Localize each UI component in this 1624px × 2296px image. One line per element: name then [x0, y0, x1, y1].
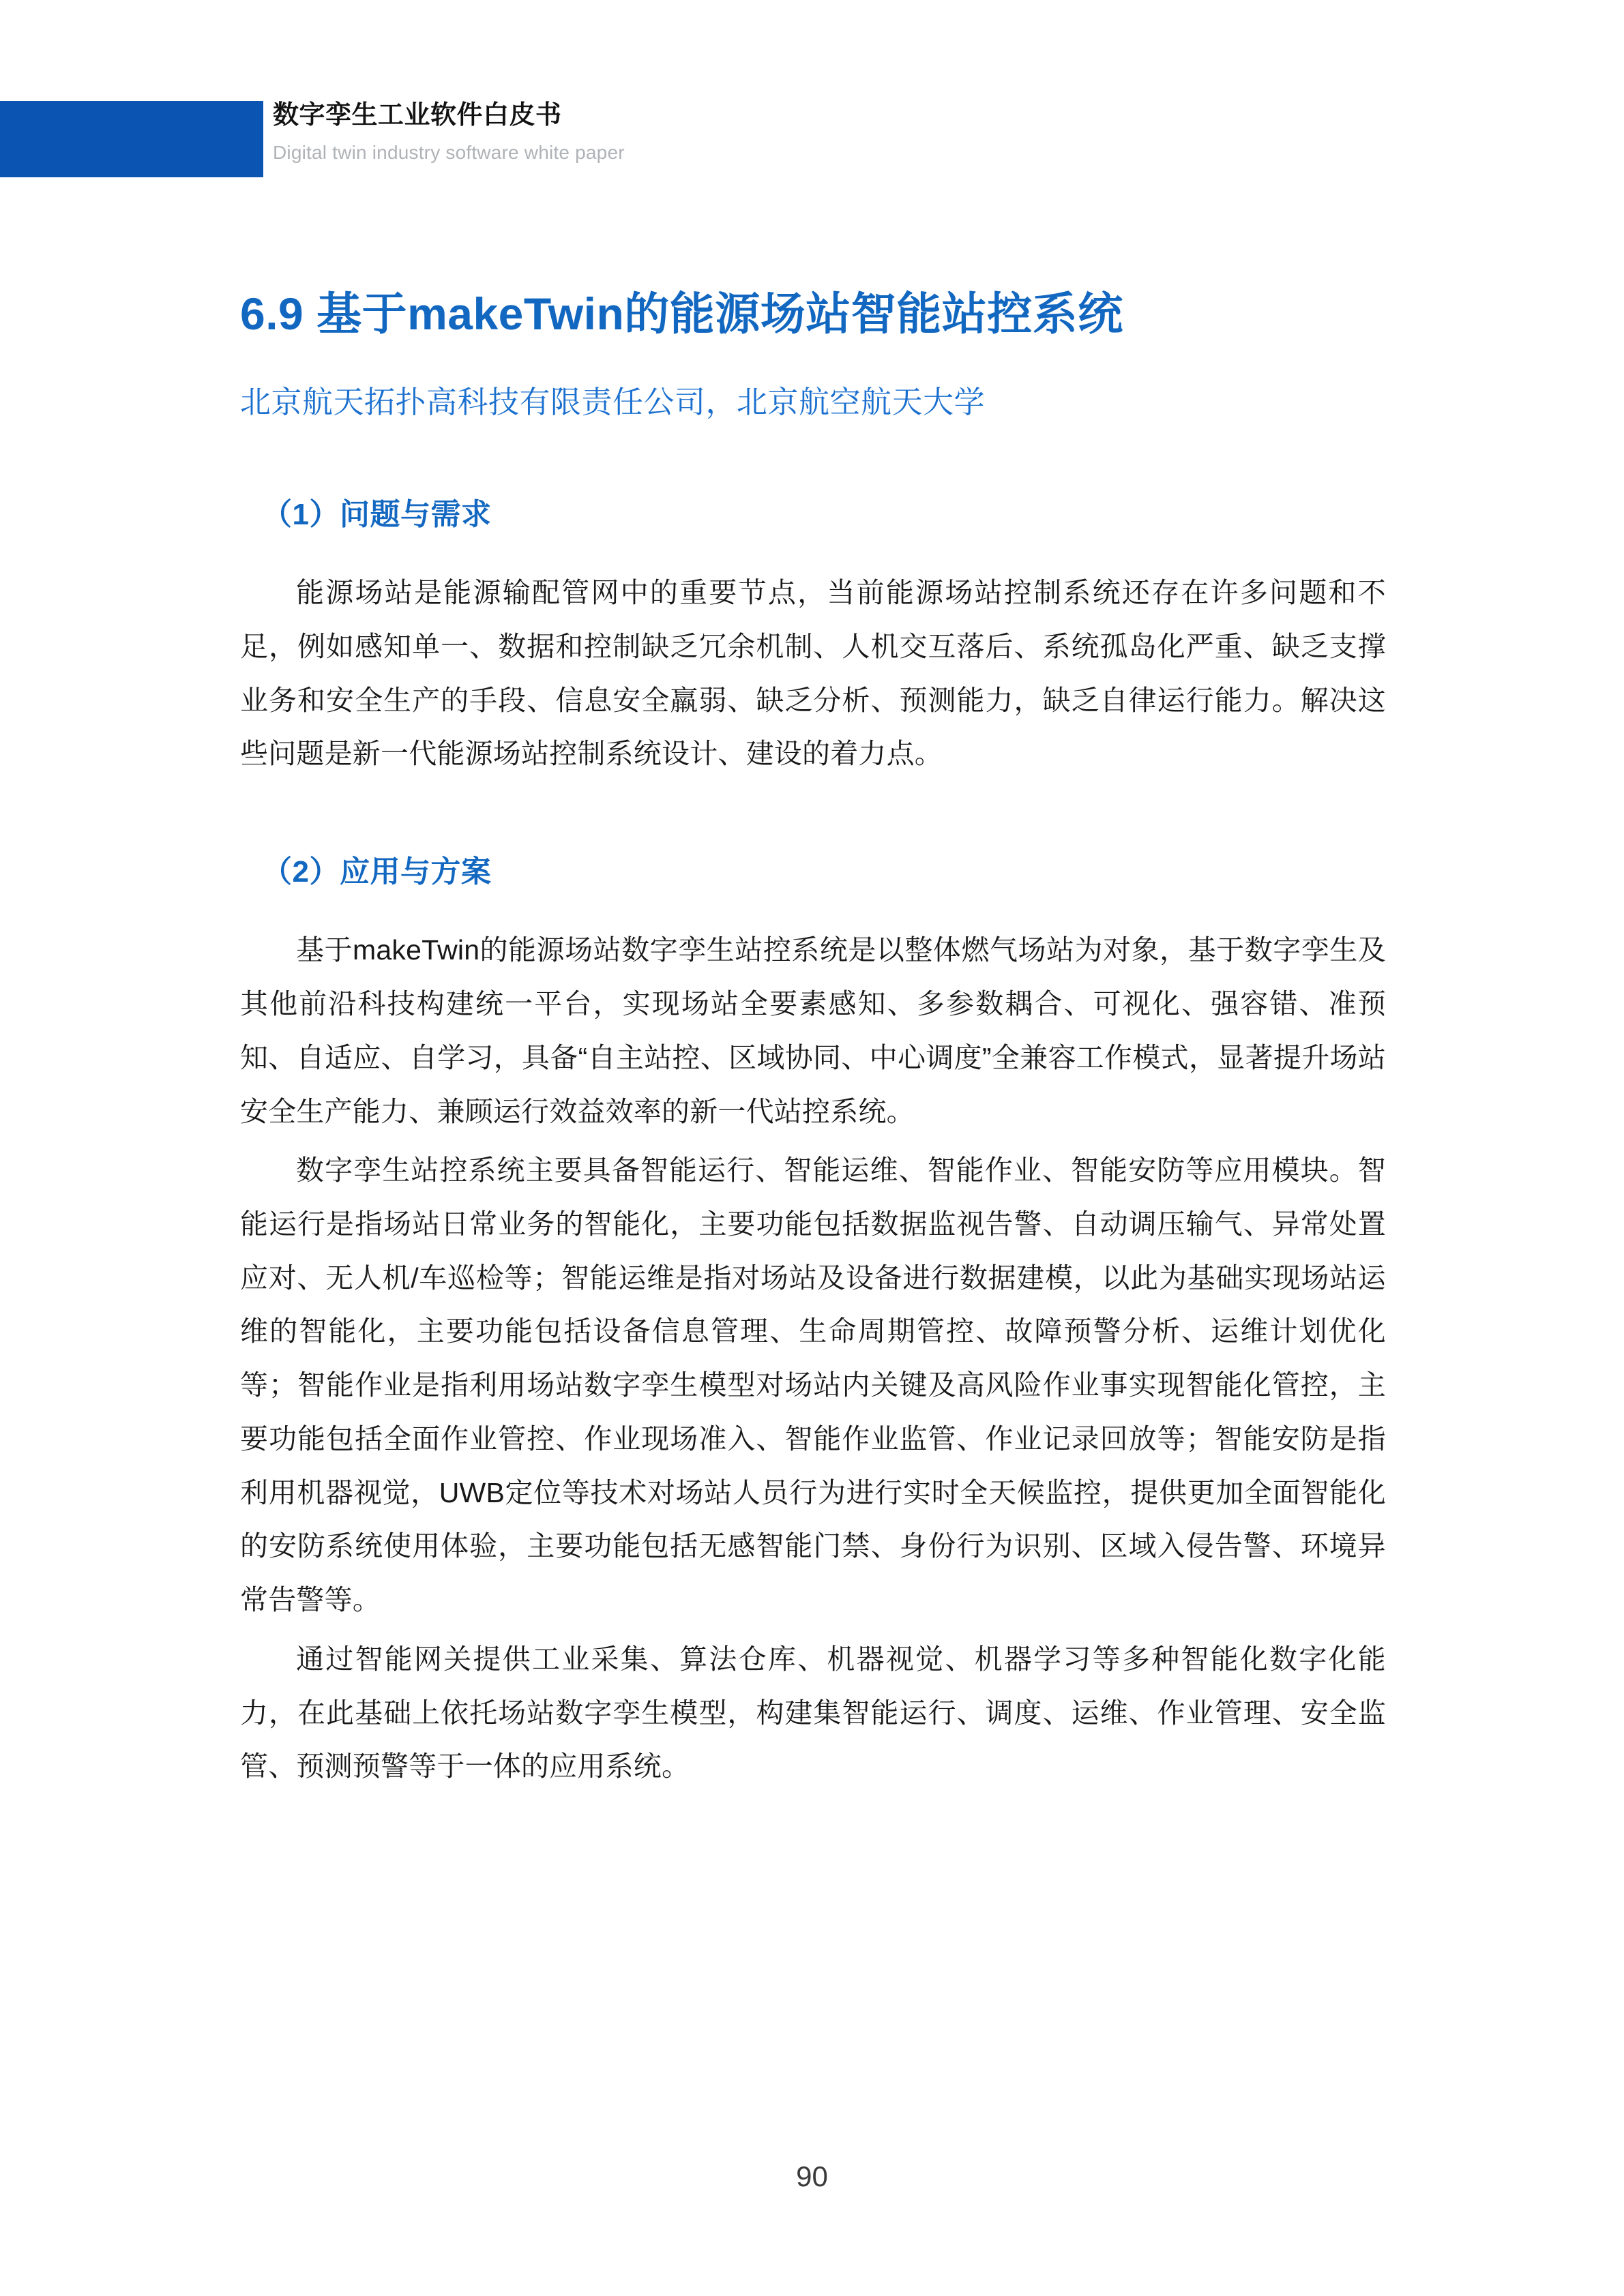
section-2-paragraph-3: 通过智能网关提供工业采集、算法仓库、机器视觉、机器学习等多种智能化数字化能力，在此基础上依托场站数字孪生模型，构建集智能运行、调度、运维、作业管理、安全监管、预测预警等于一体的应用系统。 — [240, 1643, 1386, 1783]
header-title-english: Digital twin industry software white paper — [273, 142, 625, 164]
page-header — [0, 101, 1624, 177]
section-2-paragraph-1: 基于makeTwin的能源场站数字孪生站控系统是以整体燃气场站为对象，基于数字孪生及其他前沿科技构建统一平台，实现场站全要素感知、多参数耦合、可视化、强容错、准预知、自适应、自学习，具备“自主站控、区域协同、中心调度”全兼容工作模式，显著提升场站安全生产能力、兼顾运行效益效率的新一代站控系统。 — [240, 934, 1386, 1127]
header-title-chinese: 数字孪生工业软件白皮书 — [273, 101, 562, 130]
author-affiliation: 北京航天拓扑高科技有限责任公司，北京航空航天大学 — [240, 384, 986, 419]
header-accent-bar — [0, 101, 263, 177]
page-title: 6.9 基于makeTwin的能源场站智能站控系统 — [240, 288, 1123, 339]
page-number: 90 — [796, 2160, 828, 2192]
section-heading-1: （1）问题与需求 — [262, 497, 492, 531]
section-2-paragraph-2: 数字孪生站控系统主要具备智能运行、智能运维、智能作业、智能安防等应用模块。智能运行是指场站日常业务的智能化，主要功能包括数据监视告警、自动调压输气、异常处置应对、无人机/车巡检等；智能运维是指对场站及设备进行数据建模，以此为基础实现场站运维的智能化，主要功能包括设备信息管理、生命周期管控、故障预警分析、运维计划优化等；智能作业是指利用场站数字孪生模型对场站内关键及高风险作业事实现智能化管控，主要功能包括全面作业管控、作业现场准入、智能作业监管、作业记录回放等；智能安防是指利用机器视觉，UWB定位等技术对场站人员行为进行实时全天候监控，提供更加全面智能化的安防系统使用体验，主要功能包括无感智能门禁、身份行为识别、区域入侵告警、环境异常告警等。 — [240, 1154, 1386, 1616]
content-column — [240, 285, 1386, 1793]
header-text-group — [273, 97, 625, 167]
section-heading-2: （2）应用与方案 — [262, 855, 492, 889]
section-1-paragraph-1: 能源场站是能源输配管网中的重要节点，当前能源场站控制系统还存在许多问题和不足，例如感知单一、数据和控制缺乏冗余机制、人机交互落后、系统孤岛化严重、缺乏支撑业务和安全生产的手段、信息安全羸弱、缺乏分析、预测能力，缺乏自律运行能力。解决这些问题是新一代能源场站控制系统设计、建设的着力点。 — [240, 577, 1386, 770]
